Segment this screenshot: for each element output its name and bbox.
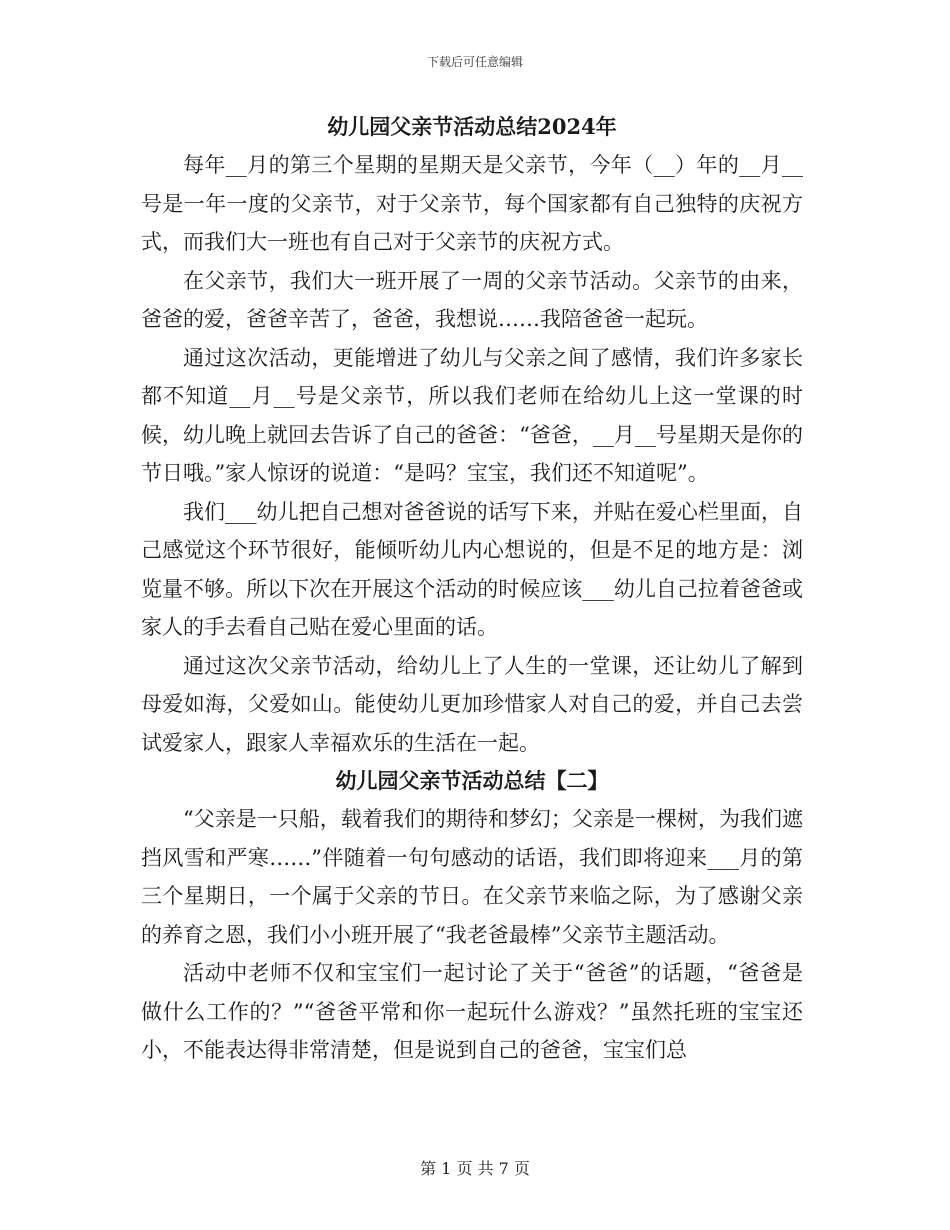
paragraph-6: “父亲是一只船，载着我们的期待和梦幻；父亲是一棵树，为我们遮挡风雪和严寒……”伴随着一句句感动的话语，我们即将迎来___月的第三个星期日，一个属于父亲的节日。在父亲节来临之际，为了感谢父亲的养育之恩，我们小小班开展了“我老爸最棒”父亲节主题活动。 xyxy=(141,807,803,947)
paragraph-2: 在父亲节，我们大一班开展了一周的父亲节活动。父亲节的由来，爸爸的爱，爸爸辛苦了，爸爸，我想说……我陪爸爸一起玩。 xyxy=(141,268,803,331)
document-title: 幼儿园父亲节活动总结2024年 xyxy=(327,114,617,139)
document-body xyxy=(141,108,803,1070)
paragraph-7: 活动中老师不仅和宝宝们一起讨论了关于“爸爸”的话题，“爸爸是做什么工作的？”“爸爸平常和你一起玩什么游戏？”虽然托班的宝宝还小，不能表达得非常清楚，但是说到自己的爸爸，宝宝们总 xyxy=(141,961,803,1062)
paragraph-3: 通过这次活动，更能增进了幼儿与父亲之间了感情，我们许多家长都不知道__月__号是父亲节，所以我们老师在给幼儿上这一堂课的时候，幼儿晚上就回去告诉了自己的爸爸：“爸爸，__月__号星期天是你的节日哦。”家人惊讶的说道：“是吗？宝宝，我们还不知道呢”。 xyxy=(141,345,803,485)
page-number: 第 1 页 共 7 页 xyxy=(420,1159,530,1178)
paragraph-4: 我们___幼儿把自己想对爸爸说的话写下来，并贴在爱心栏里面，自己感觉这个环节很好，能倾听幼儿内心想说的，但是不足的地方是：浏览量不够。所以下次在开展这个活动的时候应该___幼儿自己拉着爸爸或家人的手去看自己贴在爱心里面的话。 xyxy=(141,499,803,639)
paragraph-1: 每年__月的第三个星期的星期天是父亲节，今年（__）年的__月__号是一年一度的父亲节，对于父亲节，每个国家都有自己独特的庆祝方式，而我们大一班也有自己对于父亲节的庆祝方式。 xyxy=(141,153,803,254)
paragraph-5: 通过这次父亲节活动，给幼儿上了人生的一堂课，还让幼儿了解到母爱如海，父爱如山。能使幼儿更加珍惜家人对自己的爱，并自己去尝试爱家人，跟家人幸福欢乐的生活在一起。 xyxy=(141,653,803,755)
page-header-note: 下载后可任意编辑 xyxy=(426,55,523,69)
section-title-2: 幼儿园父亲节活动总结【二】 xyxy=(335,768,609,793)
